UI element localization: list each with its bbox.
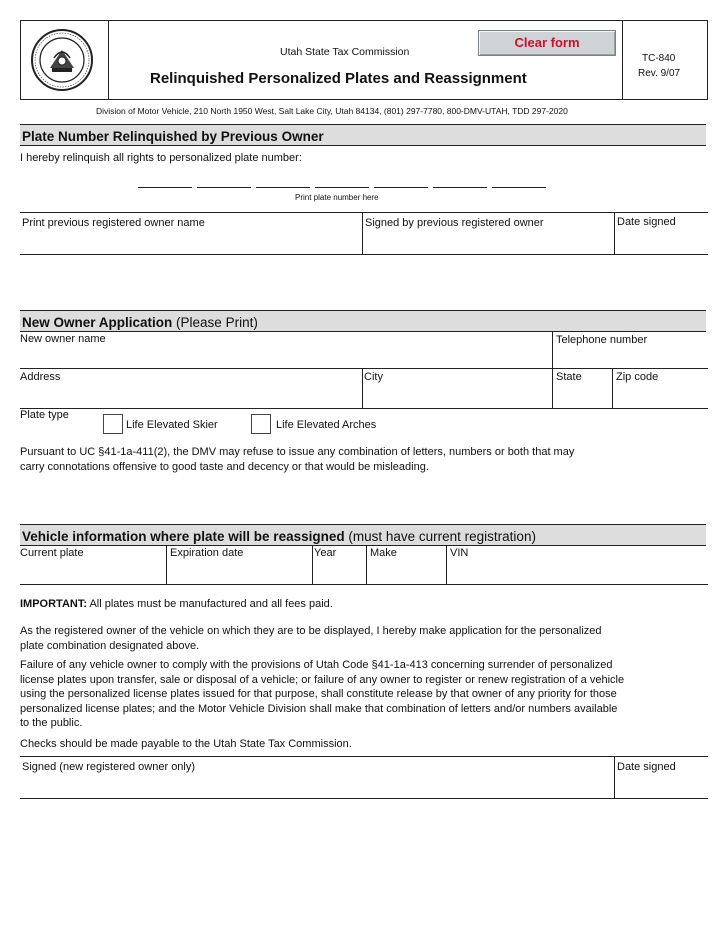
- clear-form-button[interactable]: Clear form: [478, 30, 616, 56]
- plate-type-label: Plate type: [20, 409, 69, 421]
- plate-char-field-7[interactable]: [492, 187, 546, 188]
- important-bold: IMPORTANT:: [20, 598, 88, 610]
- current-plate-field[interactable]: Current plate: [20, 547, 84, 559]
- skier-option-label: Life Elevated Skier: [126, 419, 218, 431]
- divider: [312, 546, 313, 584]
- section-title: New Owner Application: [22, 315, 173, 330]
- section-new-owner-header: [20, 310, 706, 332]
- revision-date: Rev. 9/07: [638, 68, 681, 79]
- divider: [552, 368, 553, 408]
- city-field[interactable]: City: [364, 371, 383, 383]
- form-title: Relinquished Personalized Plates and Reassignment: [150, 70, 527, 87]
- telephone-field[interactable]: Telephone number: [556, 334, 648, 346]
- divider: [614, 756, 615, 798]
- new-owner-signature-field[interactable]: Signed (new registered owner only): [22, 761, 196, 773]
- make-field[interactable]: Make: [370, 547, 397, 559]
- divider: [552, 332, 553, 368]
- arches-option-label: Life Elevated Arches: [276, 419, 377, 431]
- arches-checkbox[interactable]: [251, 414, 271, 434]
- divider: [20, 254, 708, 255]
- divider: [362, 212, 363, 254]
- form-number: TC-840: [642, 53, 676, 64]
- relinquish-statement: I hereby relinquish all rights to personalized plate number:: [20, 152, 302, 164]
- divider: [614, 212, 615, 254]
- header-divider: [108, 20, 109, 100]
- address-field[interactable]: Address: [20, 371, 61, 383]
- legal-notice: [20, 658, 708, 731]
- zip-code-field[interactable]: Zip code: [616, 371, 659, 383]
- plate-char-field-6[interactable]: [433, 187, 487, 188]
- plate-caption: Print plate number here: [295, 193, 379, 202]
- new-date-signed-field[interactable]: Date signed: [617, 761, 676, 773]
- new-owner-name-field[interactable]: New owner name: [20, 333, 106, 345]
- divider: [366, 546, 367, 584]
- application-statement: [20, 624, 708, 653]
- notice-line: Pursuant to UC §41-1a-411(2), the DMV may refuse to issue any combination of letters, numbers or both that may: [20, 446, 575, 458]
- division-address: Division of Motor Vehicle, 210 North 1950 West, Salt Lake City, Utah 84134, (801) 297-7780, 800-DMV-UTAH, TDD 297-2020: [96, 106, 568, 116]
- divider: [362, 368, 363, 408]
- paragraph-line: Failure of any vehicle owner to comply with the provisions of Utah Code §41-1a-413 concerning surrender of personalized: [20, 659, 613, 671]
- divider: [20, 756, 708, 757]
- section-subtitle: (Please Print): [176, 315, 258, 330]
- divider: [446, 546, 447, 584]
- previous-date-signed-field[interactable]: Date signed: [617, 216, 676, 228]
- plate-char-field-3[interactable]: [256, 187, 310, 188]
- year-field[interactable]: Year: [314, 547, 337, 559]
- paragraph-line: As the registered owner of the vehicle on which they are to be displayed, I hereby make application for the personalized: [20, 625, 602, 637]
- divider: [20, 584, 708, 585]
- plate-char-field-1[interactable]: [138, 187, 192, 188]
- previous-owner-name-field[interactable]: Print previous registered owner name: [22, 217, 205, 229]
- divider: [20, 212, 708, 213]
- section-title: Plate Number Relinquished by Previous Owner: [22, 129, 324, 144]
- paragraph-line: license plates upon transfer, sale or disposal of a vehicle; or failure of any owner to register or renew registration of a vehicle: [20, 673, 625, 686]
- section-relinquished-header: [20, 124, 706, 146]
- checks-note: Checks should be made payable to the Utah State Tax Commission.: [20, 738, 352, 750]
- skier-checkbox[interactable]: [103, 414, 123, 434]
- divider: [612, 368, 613, 408]
- paragraph-line: plate combination designated above.: [20, 639, 200, 652]
- divider: [20, 408, 708, 409]
- vin-field[interactable]: VIN: [450, 547, 469, 559]
- state-field[interactable]: State: [556, 371, 582, 383]
- paragraph-line: using the personalized license plates issued for that purpose, shall constitute release by that owner of any priority for those: [20, 688, 617, 700]
- section-subtitle: (must have current registration): [348, 529, 536, 544]
- section-title: Vehicle information where plate will be reassigned: [22, 529, 345, 544]
- important-note: [20, 598, 333, 610]
- dmv-notice: [20, 445, 708, 474]
- important-text: All plates must be manufactured and all fees paid.: [89, 598, 333, 610]
- previous-owner-signature-field[interactable]: Signed by previous registered owner: [365, 217, 544, 229]
- agency-name: Utah State Tax Commission: [280, 46, 410, 58]
- plate-char-field-2[interactable]: [197, 187, 251, 188]
- header-divider: [622, 20, 623, 100]
- divider: [20, 368, 708, 369]
- state-seal-icon: [30, 28, 94, 92]
- divider: [166, 546, 167, 584]
- expiration-date-field[interactable]: Expiration date: [170, 547, 244, 559]
- plate-char-field-5[interactable]: [374, 187, 428, 188]
- notice-line: carry connotations offensive to good taste and decency or that would be misleading.: [20, 460, 429, 473]
- paragraph-line: to the public.: [20, 717, 83, 729]
- section-vehicle-header: [20, 524, 706, 546]
- divider: [20, 798, 708, 799]
- plate-char-field-4[interactable]: [315, 187, 369, 188]
- paragraph-line: personalized license plates; and the Motor Vehicle Division shall make that combination of letters and/or numbers available: [20, 702, 618, 715]
